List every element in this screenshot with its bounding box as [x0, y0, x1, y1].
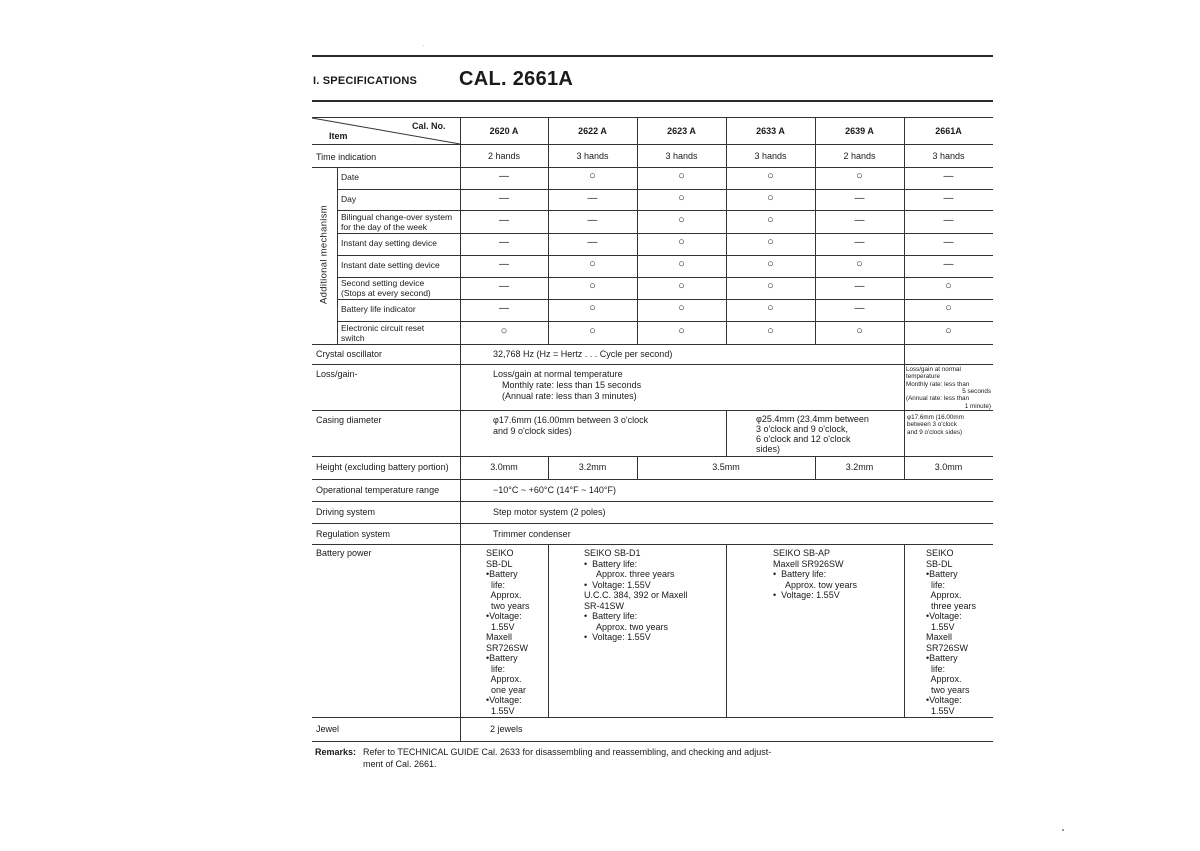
- battery-2622-2623-line: • Voltage: 1.55V: [584, 579, 651, 590]
- loss-gain-2661a-line: 1 minute): [964, 402, 991, 410]
- feature-absent-mark: —: [854, 303, 865, 314]
- battery-2622-2623-line: SR-41SW: [584, 600, 625, 611]
- column-header-2633a: 2633 A: [756, 126, 785, 136]
- row-divider: [312, 410, 993, 411]
- row-divider: [312, 167, 993, 168]
- corner-item-label: Item: [329, 131, 348, 141]
- casing-diameter-small-line: φ17.6mm (16.00mm between 3 o'clock: [493, 415, 649, 425]
- time-indication-value: 3 hands: [665, 151, 698, 161]
- battery-2620a-line: SR726SW: [486, 642, 529, 653]
- battery-2661a-line: Maxell: [926, 632, 953, 642]
- remarks-text-line2: ment of Cal. 2661.: [363, 759, 437, 769]
- battery-2661a-line: •Battery: [926, 653, 958, 663]
- row-label-operational-temperature: Operational temperature range: [316, 485, 440, 495]
- feature-present-mark: ○: [678, 170, 685, 182]
- mechanism-row-label: Instant day setting device: [341, 238, 437, 248]
- row-label-battery-power: Battery power: [316, 548, 372, 558]
- feature-absent-mark: —: [499, 303, 509, 314]
- battery-2633-2639-line: Approx. tow years: [773, 579, 858, 590]
- feature-present-mark: ○: [589, 324, 596, 337]
- mechanism-row-label: Electronic circuit reset: [341, 322, 425, 333]
- mechanism-row-label: (Stops at every second): [341, 288, 431, 298]
- mechanism-row-label: Second setting device: [341, 278, 425, 288]
- mechanism-row-label: for the day of the week: [341, 221, 427, 232]
- battery-2633-2639-line: • Battery life:: [773, 569, 827, 579]
- battery-2661a-line: life:: [926, 663, 946, 674]
- mechanism-row-label: Day: [341, 193, 357, 204]
- feature-present-mark: ○: [856, 170, 863, 182]
- row-divider: [312, 456, 993, 457]
- battery-2622-2623-line: U.C.C. 384, 392 or Maxell: [584, 590, 688, 600]
- battery-2622-2623-line: • Battery life:: [584, 558, 638, 569]
- feature-present-mark: ○: [678, 236, 685, 248]
- column-header-2623a: 2623 A: [667, 126, 696, 136]
- feature-present-mark: ○: [767, 324, 774, 337]
- feature-present-mark: ○: [500, 324, 508, 337]
- row-label-loss-gain: Loss/gain-: [316, 369, 358, 379]
- header-divider: [312, 144, 993, 145]
- battery-2620a-line: two years: [486, 600, 530, 611]
- battery-2661a-line: SR726SW: [926, 642, 969, 653]
- feature-absent-mark: —: [587, 237, 598, 248]
- battery-2661a-line: •Voltage:: [926, 611, 962, 621]
- battery-2620a-line: •Battery: [486, 569, 518, 579]
- row-divider: [312, 501, 993, 502]
- column-divider: [726, 410, 727, 456]
- loss-gain-2661a-line: Monthly rate: less than: [906, 380, 970, 388]
- battery-2620a-line: Approx.: [486, 674, 522, 684]
- driving-system-value: Step motor system (2 poles): [493, 507, 606, 517]
- feature-present-mark: ○: [945, 280, 952, 292]
- feature-present-mark: ○: [767, 213, 774, 226]
- feature-present-mark: ○: [589, 170, 596, 182]
- battery-2661a-line: life:: [926, 579, 946, 590]
- row-divider: [312, 544, 993, 545]
- row-label-regulation-system: Regulation system: [316, 529, 391, 539]
- feature-present-mark: ○: [856, 324, 863, 337]
- loss-gain-2661a-line: temperature: [906, 373, 940, 381]
- casing-diameter-2661a-line: and 9 o'clock sides): [907, 428, 963, 436]
- column-header-2622a: 2622 A: [578, 126, 607, 136]
- feature-present-mark: ○: [767, 170, 774, 182]
- corner-cal-no-label: Cal. No.: [412, 121, 446, 131]
- top-rule: [312, 55, 993, 57]
- row-label-casing-diameter: Casing diameter: [316, 415, 382, 425]
- height-value: 3.5mm: [712, 462, 740, 472]
- remarks-text-line1: Refer to TECHNICAL GUIDE Cal. 2633 for disassembling and reassembling, and checking and adjust-: [363, 747, 772, 757]
- height-value: 3.0mm: [490, 462, 518, 472]
- feature-present-mark: ○: [856, 258, 863, 270]
- battery-2620a-line: 1.55V: [486, 621, 515, 632]
- casing-diameter-large-line: sides): [756, 444, 781, 454]
- column-header-2661a: 2661A: [935, 126, 962, 136]
- feature-present-mark: ○: [767, 280, 774, 292]
- row-label-time-indication: Time indication: [316, 152, 377, 162]
- feature-absent-mark: —: [854, 281, 865, 292]
- battery-2620a-line: •Battery: [486, 653, 518, 663]
- group-label-additional-mechanism: Additional mechanism: [318, 205, 330, 304]
- battery-2661a-line: •Voltage:: [926, 695, 962, 705]
- feature-present-mark: ○: [589, 258, 596, 270]
- mechanism-row-label: switch: [341, 332, 365, 343]
- height-value: 3.2mm: [845, 462, 874, 472]
- battery-2661a-line: SEIKO: [926, 548, 954, 558]
- battery-2620a-line: Maxell: [486, 632, 513, 642]
- loss-gain-line: Loss/gain at normal temperature: [493, 369, 623, 379]
- title-rule: [312, 100, 993, 102]
- battery-2633-2639-line: Maxell SR926SW: [773, 558, 844, 569]
- feature-present-mark: ○: [678, 258, 685, 270]
- regulation-system-value: Trimmer condenser: [493, 529, 571, 539]
- feature-present-mark: ○: [767, 302, 774, 314]
- casing-diameter-large-line: 3 o'clock and 9 o'clock,: [756, 424, 848, 434]
- time-indication-value: 3 hands: [576, 151, 609, 161]
- feature-absent-mark: —: [499, 259, 509, 270]
- feature-absent-mark: —: [587, 214, 598, 226]
- battery-2620a-line: •Voltage:: [486, 611, 522, 621]
- column-divider: [548, 544, 549, 717]
- feature-present-mark: ○: [678, 324, 685, 337]
- feature-absent-mark: —: [854, 214, 865, 226]
- feature-present-mark: ○: [678, 280, 685, 292]
- feature-present-mark: ○: [945, 302, 952, 314]
- scan-speck: [1062, 829, 1064, 831]
- feature-absent-mark: —: [499, 214, 509, 226]
- page-title: CAL. 2661A: [459, 68, 574, 90]
- battery-2620a-line: one year: [486, 684, 527, 695]
- mechanism-row-label: Instant date setting device: [341, 260, 440, 270]
- feature-present-mark: ○: [678, 302, 685, 314]
- row-divider: [312, 479, 993, 480]
- height-value: 3.2mm: [578, 462, 607, 472]
- column-header-2620a: 2620 A: [489, 126, 519, 136]
- battery-2620a-line: Approx.: [486, 590, 522, 600]
- time-indication-value: 2 hands: [843, 151, 876, 161]
- feature-present-mark: ○: [767, 258, 774, 270]
- scan-speck: [423, 45, 424, 46]
- feature-present-mark: ○: [678, 191, 685, 204]
- mechanism-row-label: Bilingual change-over system: [341, 211, 453, 222]
- battery-2661a-line: •Battery: [926, 569, 958, 579]
- row-divider: [312, 523, 993, 524]
- row-divider: [312, 364, 993, 365]
- row-label-jewel: Jewel: [316, 724, 340, 734]
- crystal-oscillator-value: 32,768 Hz (Hz = Hertz . . . Cycle per second): [493, 349, 673, 359]
- row-label-crystal-oscillator: Crystal oscillator: [316, 349, 383, 359]
- battery-2620a-line: life:: [486, 579, 506, 590]
- feature-absent-mark: —: [499, 171, 509, 182]
- column-header-2639a: 2639 A: [845, 126, 874, 136]
- battery-2661a-line: 1.55V: [926, 705, 955, 716]
- feature-present-mark: ○: [945, 324, 952, 337]
- feature-absent-mark: —: [499, 237, 509, 248]
- loss-gain-line: Monthly rate: less than 15 seconds: [502, 380, 642, 390]
- battery-2661a-line: SB-DL: [926, 558, 953, 569]
- battery-2620a-line: SEIKO: [486, 548, 514, 558]
- row-divider: [312, 717, 993, 718]
- loss-gain-2661a-line: (Annual rate: less than: [906, 395, 970, 403]
- loss-gain-line: (Annual rate: less than 3 minutes): [502, 391, 637, 401]
- mechanism-group-divider: [337, 167, 338, 344]
- feature-absent-mark: —: [854, 192, 865, 204]
- battery-2620a-line: life:: [486, 663, 506, 674]
- remarks-label: Remarks:: [315, 747, 357, 757]
- feature-absent-mark: —: [943, 259, 954, 270]
- battery-2633-2639-line: SEIKO SB-AP: [773, 548, 831, 558]
- battery-2622-2623-line: Approx. three years: [584, 569, 675, 579]
- loss-gain-2661a-line: Loss/gain at normal: [906, 366, 961, 373]
- remarks: [315, 746, 771, 770]
- feature-present-mark: ○: [678, 213, 685, 226]
- battery-2622-2623-line: • Battery life:: [584, 611, 638, 621]
- casing-diameter-small-line: and 9 o'clock sides): [493, 426, 572, 436]
- loss-gain-2661a-line: 5 seconds: [962, 387, 991, 395]
- feature-absent-mark: —: [943, 237, 954, 248]
- row-divider: [337, 255, 993, 256]
- row-divider: [337, 299, 993, 300]
- battery-2661a-line: three years: [926, 600, 977, 611]
- time-indication-value: 2 hands: [487, 151, 521, 161]
- battery-2622-2623-line: SEIKO SB-D1: [584, 548, 641, 558]
- feature-absent-mark: —: [499, 192, 509, 204]
- battery-2620a-line: 1.55V: [486, 705, 515, 716]
- battery-2661a-line: Approx.: [926, 590, 962, 600]
- battery-2622-2623-line: Approx. two years: [584, 621, 669, 632]
- row-label-height: Height (excluding battery portion): [316, 462, 449, 472]
- feature-present-mark: ○: [767, 191, 774, 204]
- section-label: I. SPECIFICATIONS: [313, 75, 418, 87]
- battery-2620a-line: •Voltage:: [486, 695, 522, 705]
- row-divider: [337, 233, 993, 234]
- feature-absent-mark: —: [943, 171, 954, 182]
- casing-diameter-2661a-line: between 3 o'clock: [907, 421, 957, 429]
- casing-diameter-large-line: 6 o'clock and 12 o'clock: [756, 434, 851, 444]
- battery-2661a-line: 1.55V: [926, 621, 955, 632]
- feature-absent-mark: —: [943, 192, 954, 204]
- feature-absent-mark: —: [587, 192, 598, 204]
- battery-2633-2639-line: • Voltage: 1.55V: [773, 590, 840, 600]
- row-label-driving-system: Driving system: [316, 507, 376, 517]
- feature-absent-mark: —: [499, 281, 509, 292]
- feature-present-mark: ○: [767, 236, 774, 248]
- jewel-value: 2 jewels: [490, 724, 523, 734]
- feature-absent-mark: —: [943, 214, 954, 226]
- mechanism-row-label: Date: [341, 172, 359, 182]
- row-divider: [312, 344, 993, 345]
- feature-present-mark: ○: [589, 302, 596, 314]
- battery-2661a-line: Approx.: [926, 674, 962, 684]
- casing-diameter-large-line: φ25.4mm (23.4mm between: [756, 414, 869, 424]
- time-indication-value: 3 hands: [932, 151, 965, 161]
- battery-2622-2623-line: • Voltage: 1.55V: [584, 632, 651, 642]
- battery-2661a-line: two years: [926, 684, 970, 695]
- feature-absent-mark: —: [854, 237, 865, 248]
- feature-present-mark: ○: [589, 280, 596, 292]
- operational-temperature-value: −10°C ~ +60°C (14°F ~ 140°F): [493, 485, 616, 495]
- mechanism-row-label: Battery life indicator: [341, 304, 416, 314]
- casing-diameter-2661a-line: φ17.6mm (16.00mm: [907, 414, 964, 421]
- time-indication-value: 3 hands: [754, 151, 787, 161]
- table-bottom-border: [312, 741, 993, 742]
- height-value: 3.0mm: [934, 462, 963, 472]
- battery-2620a-line: SB-DL: [486, 558, 513, 569]
- row-divider: [337, 189, 993, 190]
